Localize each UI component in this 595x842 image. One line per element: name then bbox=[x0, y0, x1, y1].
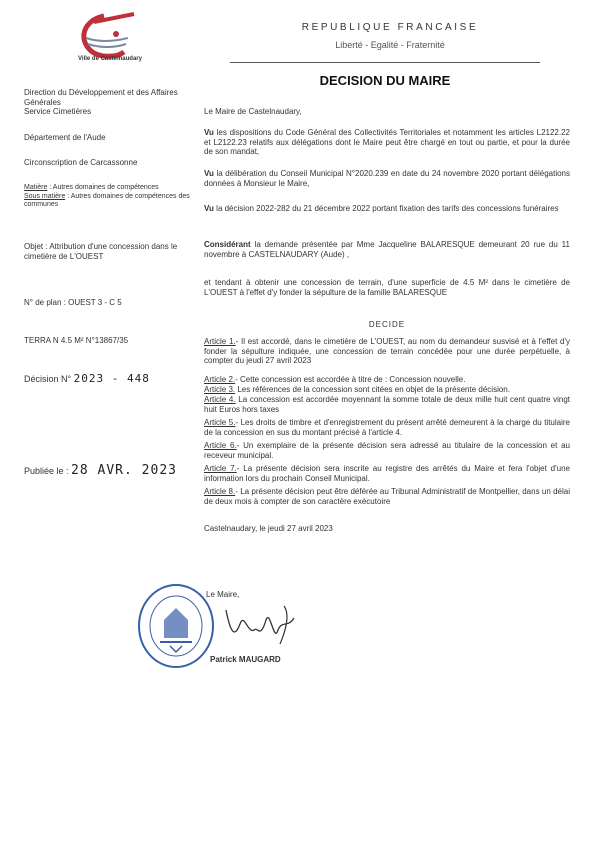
terra-label: TERRA N 4.5 M² N°13867/35 bbox=[24, 336, 129, 345]
service-label: Service Cimetières bbox=[24, 107, 92, 116]
vu-1 bbox=[204, 128, 570, 157]
header-divider bbox=[230, 62, 540, 63]
article-1 bbox=[204, 337, 570, 366]
decision-number: 2023 - 448 bbox=[73, 372, 150, 385]
intro: Le Maire de Castelnaudary, bbox=[204, 107, 302, 116]
article-6-text: - Un exemplaire de la présente décision sera adressé au titulaire de la concession et au receveur municipal. bbox=[204, 441, 570, 460]
decide-heading: DECIDE bbox=[368, 320, 406, 329]
vu-1-lead: Vu bbox=[204, 128, 214, 137]
tendant: et tendant à obtenir une concession de terrain, d'une superficie de 4.5 M² dans le cimetière de L'OUEST à l'effet d'y fonder la sépulture de la famille BALARESQUE bbox=[204, 278, 570, 297]
vu-2 bbox=[204, 169, 570, 188]
direction-label: Direction du Développement et des Affaires Générales bbox=[24, 88, 178, 107]
considerant bbox=[204, 240, 570, 259]
article-2 bbox=[204, 375, 570, 385]
article-3 bbox=[204, 385, 570, 395]
decision-label: Décision N° bbox=[24, 374, 72, 384]
article-4-label: Article 4. bbox=[204, 395, 236, 404]
article-4-text: La concession est accordée moyennant la somme totale de deux mille huit cent quatre vingt huit Euros hors taxes bbox=[204, 395, 570, 414]
article-1-label: Article 1. bbox=[204, 337, 236, 346]
publie-label: Publiée le : bbox=[24, 466, 69, 476]
article-7-label: Article 7. bbox=[204, 464, 237, 473]
article-7 bbox=[204, 464, 570, 483]
departement-label: Département de l'Aude bbox=[24, 133, 106, 142]
vu-3-text: la décision 2022-282 du 21 décembre 2022 portant fixation des tarifs des concessions funéraires bbox=[213, 204, 559, 213]
vu-3 bbox=[204, 204, 570, 214]
article-2-label: Article 2. bbox=[204, 375, 236, 384]
sous-matiere-value: : Autres domaines de compétences des communes bbox=[24, 192, 190, 208]
considerant-text: la demande présentée par Mme Jacqueline BALARESQUE demeurant 20 rue du 11 novembre à CASTELNAUDARY (Aude) , bbox=[204, 240, 570, 259]
vu-3-lead: Vu bbox=[204, 204, 214, 213]
article-8 bbox=[204, 487, 570, 506]
republic-heading: REPUBLIQUE FRANCAISE bbox=[301, 22, 479, 33]
publie-date-stamp: 28 AVR. 2023 bbox=[71, 463, 177, 478]
circonscription-label: Circonscription de Carcassonne bbox=[24, 158, 138, 167]
decision-number-block bbox=[24, 374, 196, 385]
place-date: Castelnaudary, le jeudi 27 avril 2023 bbox=[204, 524, 333, 533]
matiere-value: : Autres domaines de compétences bbox=[47, 184, 159, 191]
vu-2-lead: Vu bbox=[204, 169, 214, 178]
article-8-label: Article 8. bbox=[204, 487, 236, 496]
article-5-text: - Les droits de timbre et d'enregistrement du présent arrêté demeurent à la charge du titulaire de la concession en sus du montant précisé à l'article 4. bbox=[204, 418, 570, 437]
publie-block bbox=[24, 463, 196, 478]
signatory-name: Patrick MAUGARD bbox=[210, 655, 281, 664]
logo-caption: Ville de Castelnaudary bbox=[78, 56, 142, 62]
document-title: DECISION DU MAIRE bbox=[319, 73, 451, 88]
vu-2-text: la délibération du Conseil Municipal N°2020.239 en date du 24 novembre 2020 portant délégations données à Monsieur le Maire, bbox=[204, 169, 570, 188]
article-3-text: Les références de la concession sont citées en objet de la présente décision. bbox=[235, 385, 510, 394]
article-6-label: Article 6. bbox=[204, 441, 237, 450]
article-6 bbox=[204, 441, 570, 460]
considerant-lead: Considérant bbox=[204, 240, 251, 249]
matiere-block bbox=[24, 184, 196, 210]
mairie-seal-stamp bbox=[136, 582, 216, 670]
signature-title: Le Maire, bbox=[206, 590, 240, 599]
matiere-label: Matière bbox=[24, 184, 48, 191]
article-4 bbox=[204, 395, 570, 414]
motto: Liberté - Egalité - Fraternité bbox=[335, 40, 445, 50]
article-5 bbox=[204, 418, 570, 437]
article-2-text: - Cette concession est accordée à titre de : Concession nouvelle. bbox=[235, 375, 466, 384]
article-7-text: - La présente décision sera inscrite au registre des arrêtés du Maire et fera l'objet d'une information lors du prochain Conseil Municipal. bbox=[204, 464, 571, 483]
article-1-text: - Il est accordé, dans le cimetière de L'OUEST, au nom du demandeur susvisé et à l'effet d'y fonder la sépulture indiquée, une concession de terrain concédée pour une durée perpétuelle, à compter du jeudi 27 avril 2023 bbox=[204, 337, 570, 365]
article-5-label: Article 5. bbox=[204, 418, 236, 427]
article-8-text: - La présente décision peut être déférée au Tribunal Administratif de Montpellier, dans un délai de deux mois à compter de son caractère exécutoire bbox=[204, 487, 570, 506]
plan-label: N° de plan : OUEST 3 - C 5 bbox=[24, 298, 122, 307]
handwritten-signature bbox=[220, 600, 330, 650]
sous-matiere-label: Sous matière bbox=[24, 192, 66, 200]
objet-label: Objet : Attribution d'une concession dans le cimetière de L'OUEST bbox=[24, 242, 178, 261]
article-3-label: Article 3. bbox=[204, 385, 236, 394]
vu-1-text: les dispositions du Code Général des Collectivités Territoriales et notamment les articles L2122.22 et L2122.23 relatifs aux délégations dont le Maire peut être chargé en tout ou partie, et pour la durée de son mandat, bbox=[204, 128, 570, 156]
